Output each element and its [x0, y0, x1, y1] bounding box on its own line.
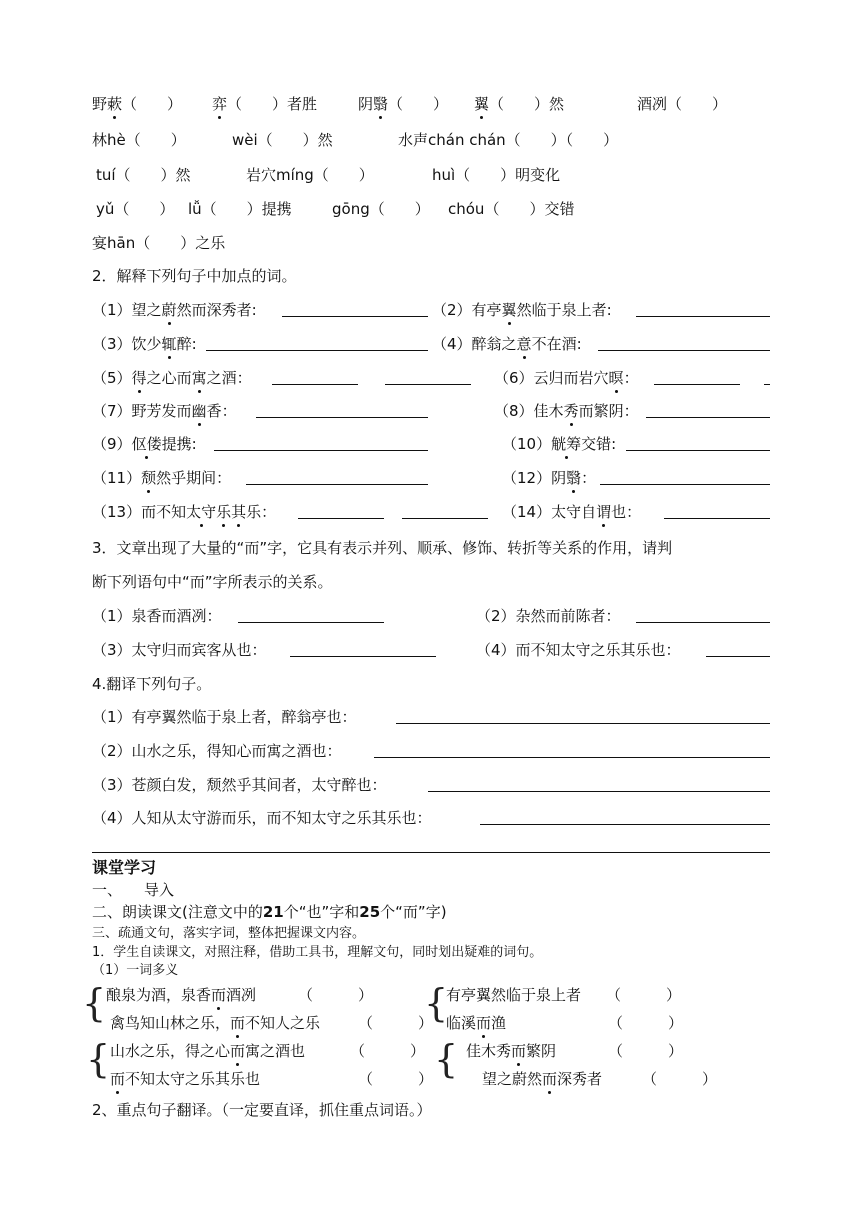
poly-item	[482, 1069, 718, 1089]
dotted-char: 秀	[563, 402, 579, 420]
step-3-1-1: （1）一词多义	[92, 963, 179, 978]
blank-paren: （ ）	[608, 1042, 684, 1060]
dotted-char: 颓	[141, 469, 157, 487]
text: chóu（ ）交错	[448, 200, 575, 218]
q2-item-4	[432, 334, 582, 354]
q3-title-line-1: 3．文章出现了大量的“而”字，它具有表示并列、顺承、修饰、转折等关系的作用，请判	[92, 539, 673, 557]
text: 渔	[491, 1014, 507, 1032]
q2-item-7	[92, 401, 237, 421]
text: （4）醉翁之	[432, 335, 517, 353]
brace: {	[434, 1037, 459, 1081]
dotted-char: 意	[516, 335, 532, 353]
blank-paren: （ ）	[358, 1070, 434, 1088]
blank-paren: （ ）	[606, 986, 682, 1004]
text: 导入	[144, 881, 175, 899]
blank-paren: （ ）	[388, 95, 449, 113]
dotted-char: 寓	[191, 369, 207, 387]
text: tuí（ ）然	[96, 166, 191, 184]
brace: {	[86, 1037, 111, 1081]
answer-blank[interactable]	[238, 608, 384, 623]
text: 有亭翼然临于泉上者	[446, 986, 582, 1004]
answer-blank[interactable]	[290, 642, 436, 657]
text: （5）	[92, 369, 132, 387]
q2-item-1	[92, 300, 257, 320]
text: 深秀者	[557, 1070, 603, 1088]
dotted-char: 弈	[212, 95, 228, 113]
dotted-char: 暝	[608, 369, 624, 387]
text: 寓之酒也	[245, 1042, 306, 1060]
text: （3）饮少	[92, 335, 162, 353]
answer-blank[interactable]	[402, 504, 488, 519]
text: gōng（ ）	[332, 200, 430, 218]
text: lǚ（ ）提携	[188, 200, 292, 218]
step-4: 2、重点句子翻译。（一定要直译，抓住重点词语。）	[92, 1101, 432, 1119]
text: （8）佳木	[494, 402, 564, 420]
blank-paren: （ ）	[298, 986, 374, 1004]
step-3: 三、疏通文句，落实字词，整体把握课文内容。	[92, 926, 366, 941]
q2-item-10	[502, 434, 616, 454]
q2-item-13	[92, 502, 276, 522]
q4-item-3: （3）苍颜白发，颓然乎其间者，太守醉也：	[92, 776, 387, 794]
answer-blank[interactable]	[706, 642, 770, 657]
poly-item	[466, 1041, 684, 1061]
q2-item-8	[494, 401, 639, 421]
text: 然临于泉上者:	[516, 301, 612, 319]
text: 二、朗读课文(注意文中的	[92, 903, 263, 921]
q3-item-4: （4）而不知太守之乐其乐也：	[476, 641, 681, 659]
answer-blank[interactable]	[282, 302, 428, 317]
answer-blank[interactable]	[214, 436, 428, 451]
pinyin-row-5	[92, 233, 225, 253]
text: ：	[623, 369, 639, 387]
text: 禽鸟知山林之乐，	[110, 1014, 231, 1032]
q3-item-1: （1）泉香而酒冽：	[92, 607, 222, 625]
q2-item-12	[502, 468, 596, 488]
answer-blank[interactable]	[385, 370, 471, 385]
poly-item	[110, 1069, 434, 1089]
text: （7）野芳发而	[92, 402, 192, 420]
dotted-char: 蔌	[107, 95, 123, 113]
dotted-char: 太守	[186, 503, 217, 521]
text: 酒冽（ ）	[637, 95, 728, 113]
text: （13）而不知	[92, 503, 187, 521]
text: 提携:	[161, 435, 197, 453]
text: 21	[262, 903, 284, 921]
q2-item-3	[92, 334, 197, 354]
text: 繁阴	[526, 1042, 557, 1060]
brace: {	[82, 981, 107, 1025]
text: yǔ（ ）	[96, 200, 175, 218]
dotted-char: 觥筹	[551, 435, 582, 453]
answer-blank[interactable]	[428, 777, 770, 792]
dotted-char: 谓	[596, 503, 612, 521]
dotted-char: 得	[131, 369, 147, 387]
text: （ ）然	[489, 95, 565, 113]
text: 望之蔚然	[482, 1070, 543, 1088]
q2-item-14	[502, 502, 641, 522]
text: （1）望之	[92, 301, 162, 319]
q3-item-3: （3）太守归而宾客从也：	[92, 641, 267, 659]
step-3-1: 1．学生自读课文，对照注释，借助工具书，理解文句，同时划出疑难的词句。	[92, 945, 543, 960]
text: 临溪	[446, 1014, 477, 1032]
q4-item-4: （4）人知从太守游而乐，而不知太守之乐其乐也：	[92, 809, 432, 827]
dotted-char: 幽	[191, 402, 207, 420]
answer-blank[interactable]	[598, 336, 770, 351]
dotted-char: 其	[231, 503, 247, 521]
answer-blank[interactable]	[272, 370, 358, 385]
poly-item	[446, 1013, 684, 1033]
blank-paren: （ ）	[608, 1014, 684, 1032]
text: 岩穴míng（ ）	[246, 166, 374, 184]
q2-item-5	[92, 368, 252, 388]
q3-item-2: （2）杂然而前陈者：	[476, 607, 621, 625]
q3-title-line-2: 断下列语句中“而”字所表示的关系。	[92, 573, 333, 591]
answer-blank[interactable]	[374, 743, 770, 758]
text: 酒冽	[226, 986, 257, 1004]
text: 乐：	[246, 503, 277, 521]
text: 佳木秀	[466, 1042, 512, 1060]
dotted-char: 而	[230, 1014, 246, 1032]
dotted-char: 而	[211, 986, 227, 1004]
text: ：	[581, 469, 597, 487]
text: 而繁阴：	[578, 402, 639, 420]
text: 然而深秀者:	[176, 301, 257, 319]
text: 然乎期间：	[156, 469, 232, 487]
q2-item-11	[92, 468, 231, 488]
step-2	[92, 902, 447, 922]
answer-blank[interactable]	[206, 336, 428, 351]
dotted-char: 而	[511, 1042, 527, 1060]
text: wèi（ ）然	[232, 131, 333, 149]
text: （9）	[92, 435, 132, 453]
text: 阴	[358, 95, 374, 113]
answer-blank[interactable]	[764, 370, 770, 385]
q4-item-1: （1）有亭翼然临于泉上者，醉翁亭也：	[92, 708, 357, 726]
answer-blank[interactable]	[246, 470, 428, 485]
dotted-char: 翳	[566, 469, 582, 487]
q2-item-6	[494, 368, 639, 388]
q2-title: 2．解释下列句子中加点的词。	[92, 267, 297, 285]
text: （14）太守自	[502, 503, 597, 521]
poly-item	[106, 985, 374, 1005]
text: 野	[92, 95, 108, 113]
text: （11）	[92, 469, 142, 487]
text: 个“而”字)	[380, 903, 447, 921]
text: （12）阴	[502, 469, 567, 487]
text: 不知太守之乐其乐也	[125, 1070, 261, 1088]
answer-line[interactable]	[92, 852, 770, 853]
text: （ ）者胜	[227, 95, 318, 113]
text: 不在酒:	[531, 335, 582, 353]
dotted-char: 翳	[373, 95, 389, 113]
dotted-char: 而	[542, 1070, 558, 1088]
text: 交错:	[581, 435, 617, 453]
blank-paren: （ ）	[642, 1070, 718, 1088]
dotted-char: 而	[476, 1014, 492, 1032]
text: 醉:	[176, 335, 197, 353]
blank-paren: （ ）	[350, 1042, 426, 1060]
dotted-char: 辄	[161, 335, 177, 353]
text: （10）	[502, 435, 552, 453]
text: 个“也”字和	[283, 903, 360, 921]
dotted-char: 而	[110, 1070, 126, 1088]
answer-blank[interactable]	[298, 504, 384, 519]
q2-item-9	[92, 434, 197, 454]
text: 山水之乐，得之心	[110, 1042, 231, 1060]
answer-blank[interactable]	[626, 436, 770, 451]
answer-blank[interactable]	[600, 470, 770, 485]
poly-item	[446, 985, 682, 1005]
q4-title: 4.翻译下列句子。	[92, 675, 212, 693]
text: 林hè（ ）	[92, 131, 186, 149]
q4-item-2: （2）山水之乐，得知心而寓之酒也：	[92, 742, 342, 760]
blank-paren: （ ）	[358, 1014, 434, 1032]
text: huì（ ）明变化	[432, 166, 561, 184]
text: （6）云归而岩穴	[494, 369, 609, 387]
text: 宴hān（ ）之乐	[92, 234, 226, 252]
dotted-char: 翼	[474, 95, 490, 113]
text: 之酒：	[206, 369, 252, 387]
dotted-char: 而	[230, 1042, 246, 1060]
blank-paren: （ ）	[122, 95, 183, 113]
text: 一、	[92, 881, 123, 899]
text: 25	[359, 903, 381, 921]
dotted-char: 翼	[501, 301, 517, 319]
q2-item-2	[432, 300, 612, 320]
answer-blank[interactable]	[256, 403, 428, 418]
section-heading: 课堂学习	[92, 858, 157, 877]
answer-blank[interactable]	[654, 370, 740, 385]
dotted-char: 蔚	[161, 301, 177, 319]
poly-item	[110, 1013, 434, 1033]
step-1	[92, 880, 175, 900]
poly-item	[110, 1041, 426, 1061]
text: 不知人之乐	[245, 1014, 321, 1032]
answer-blank[interactable]	[636, 608, 770, 623]
answer-blank[interactable]	[396, 709, 770, 724]
dotted-char: 伛偻	[131, 435, 162, 453]
text: 之心而	[146, 369, 192, 387]
text: 酿泉为酒，泉香	[106, 986, 212, 1004]
brace: {	[424, 981, 449, 1025]
text: 香：	[206, 402, 237, 420]
answer-blank[interactable]	[664, 504, 770, 519]
text: （2）有亭	[432, 301, 502, 319]
text: 水声chán chán（ ）（ ）	[398, 131, 619, 149]
answer-blank[interactable]	[646, 403, 770, 418]
dotted-char: 乐	[216, 503, 232, 521]
answer-blank[interactable]	[636, 302, 770, 317]
text: 也：	[611, 503, 642, 521]
answer-blank[interactable]	[480, 810, 770, 825]
